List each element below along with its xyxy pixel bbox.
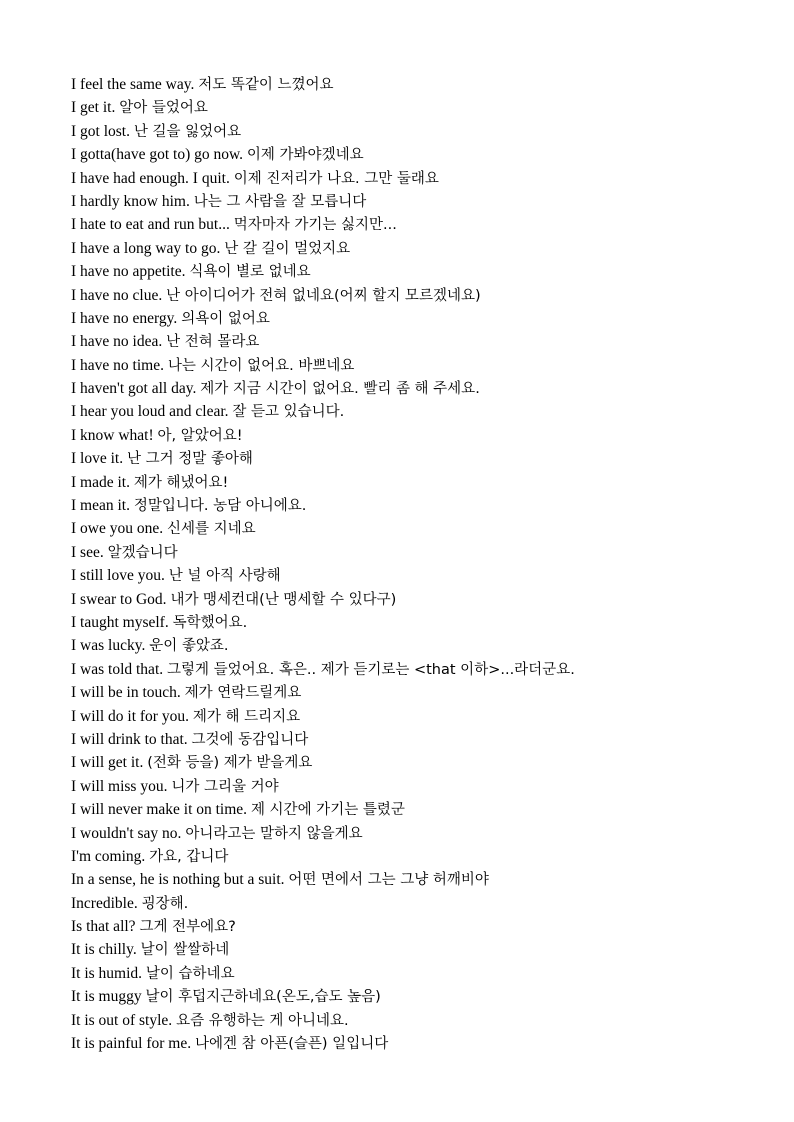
phrase-line <box>71 330 771 353</box>
korean-translation: 제 시간에 가기는 틀렸군 <box>250 802 405 819</box>
phrase-line <box>71 1032 771 1055</box>
korean-translation: 저도 똑같이 느꼈어요 <box>198 77 334 93</box>
korean-translation: 신세를 지네요 <box>167 521 256 538</box>
phrase-line <box>71 962 771 985</box>
phrase-line <box>71 938 771 961</box>
korean-translation: 난 그거 정말 좋아해 <box>126 451 253 468</box>
phrase-line <box>71 354 771 377</box>
english-phrase: I hardly know him. <box>71 192 190 210</box>
phrase-line <box>71 96 771 119</box>
korean-translation: 요즘 유행하는 게 아니네요. <box>176 1012 349 1029</box>
phrase-line <box>71 471 771 494</box>
phrase-line <box>71 658 771 681</box>
english-phrase: I will drink to that. <box>71 730 188 748</box>
phrase-line <box>71 237 771 260</box>
korean-translation: 난 갈 길이 멀었지요 <box>224 240 351 257</box>
english-phrase: I will do it for you. <box>71 707 189 725</box>
korean-translation: 나에겐 참 아픈(슬픈) 일입니다 <box>194 1036 389 1053</box>
korean-translation: 니가 그리울 거야 <box>171 778 279 795</box>
english-phrase: It is muggy <box>71 988 142 1006</box>
korean-translation: 의욕이 없어요 <box>181 310 270 327</box>
phrase-line <box>71 541 771 564</box>
english-phrase: I have no time. <box>71 356 164 374</box>
phrase-line <box>71 985 771 1008</box>
english-phrase: I was told that. <box>71 660 164 678</box>
english-phrase: I see. <box>71 543 104 561</box>
korean-translation: 날이 쌀쌀하네 <box>140 942 230 959</box>
phrase-line <box>71 634 771 657</box>
phrase-line <box>71 377 771 400</box>
korean-translation: 그렇게 들었어요. 혹은.. 제가 듣기로는 <that 이하>...라더군요. <box>167 661 575 678</box>
korean-translation: 난 아이디어가 전혀 없네요(어찌 할지 모르겠네요) <box>166 287 481 304</box>
phrase-line <box>71 588 771 611</box>
phrase-line <box>71 751 771 774</box>
korean-translation: 그게 전부에요? <box>139 919 236 936</box>
phrase-line <box>71 564 771 587</box>
english-phrase: I gotta(have got to) go now. <box>71 146 244 164</box>
english-phrase: I'm coming. <box>71 847 146 865</box>
phrase-line <box>71 213 771 236</box>
phrase-line <box>71 447 771 470</box>
phrase-line <box>71 260 771 283</box>
korean-translation: 난 전혀 몰라요 <box>166 334 260 351</box>
english-phrase: I have a long way to go. <box>71 239 221 257</box>
english-phrase: I still love you. <box>71 567 165 585</box>
phrase-line <box>71 284 771 307</box>
english-phrase: I have no clue. <box>71 286 163 304</box>
korean-translation: 이제 진저리가 나요. 그만 둘래요 <box>233 170 439 187</box>
phrase-line <box>71 845 771 868</box>
korean-translation: 가요, 갑니다 <box>149 848 229 865</box>
korean-translation: 어떤 면에서 그는 그냥 허깨비야 <box>288 872 489 889</box>
phrase-line <box>71 868 771 891</box>
english-phrase: I owe you one. <box>71 520 164 538</box>
phrase-line <box>71 73 771 96</box>
english-phrase: I have no energy. <box>71 309 178 327</box>
phrase-line <box>71 120 771 143</box>
korean-translation: 독학했어요. <box>172 614 248 631</box>
korean-translation: 아니라고는 말하지 않을게요 <box>185 825 363 842</box>
english-phrase: I got lost. <box>71 122 130 140</box>
korean-translation: 굉장해. <box>141 895 189 912</box>
phrase-line <box>71 190 771 213</box>
phrase-line <box>71 307 771 330</box>
english-phrase: I will never make it on time. <box>71 801 248 819</box>
korean-translation: 내가 맹세컨대(난 맹세할 수 있다구) <box>170 591 397 608</box>
english-phrase: I mean it. <box>71 497 130 515</box>
korean-translation: 식욕이 별로 없네요 <box>189 264 311 281</box>
english-phrase: I wouldn't say no. <box>71 824 182 842</box>
english-phrase: I hear you loud and clear. <box>71 403 229 421</box>
korean-translation: 이제 가봐야겠네요 <box>246 147 364 164</box>
korean-translation: 난 길을 잃었어요 <box>133 123 242 140</box>
phrase-line <box>71 822 771 845</box>
english-phrase: I was lucky. <box>71 637 146 655</box>
korean-translation: 아, 알았어요! <box>157 427 243 444</box>
english-phrase: I feel the same way. <box>71 76 195 93</box>
english-phrase: I will get it. <box>71 754 144 772</box>
phrase-line <box>71 517 771 540</box>
english-phrase: I made it. <box>71 473 130 491</box>
korean-translation: 제가 해냈어요! <box>133 474 229 491</box>
english-phrase: It is chilly. <box>71 941 137 959</box>
phrase-list <box>71 73 771 1055</box>
phrase-line <box>71 915 771 938</box>
korean-translation: 알겠습니다 <box>107 544 178 561</box>
english-phrase: I love it. <box>71 450 124 468</box>
english-phrase: It is humid. <box>71 964 143 982</box>
phrase-line <box>71 494 771 517</box>
korean-translation: 난 널 아직 사랑해 <box>168 568 281 585</box>
korean-translation: 잘 듣고 있습니다. <box>232 404 345 421</box>
korean-translation: 운이 좋았죠. <box>149 638 229 655</box>
english-phrase: I taught myself. <box>71 613 169 631</box>
korean-translation: 날이 습하네요 <box>145 965 235 982</box>
english-phrase: It is out of style. <box>71 1011 173 1029</box>
english-phrase: In a sense, he is nothing but a suit. <box>71 871 285 889</box>
phrase-line <box>71 424 771 447</box>
korean-translation: 그것에 동감입니다 <box>191 731 309 748</box>
phrase-line <box>71 400 771 423</box>
phrase-line <box>71 681 771 704</box>
phrase-line <box>71 775 771 798</box>
english-phrase: Incredible. <box>71 894 138 912</box>
korean-translation: 제가 연락드릴게요 <box>184 685 302 702</box>
english-phrase: I haven't got all day. <box>71 380 197 398</box>
english-phrase: I get it. <box>71 99 116 117</box>
english-phrase: I know what! <box>71 426 154 444</box>
phrase-line <box>71 167 771 190</box>
korean-translation: 제가 지금 시간이 없어요. 빨리 좀 해 주세요. <box>200 381 480 398</box>
english-phrase: I have no idea. <box>71 333 163 351</box>
english-phrase: I have no appetite. <box>71 263 186 281</box>
korean-translation: 제가 해 드리지요 <box>192 708 301 725</box>
phrase-line <box>71 1009 771 1032</box>
english-phrase: Is that all? <box>71 918 136 936</box>
english-phrase: I have had enough. I quit. <box>71 169 230 187</box>
english-phrase: I will be in touch. <box>71 684 181 702</box>
korean-translation: 정말입니다. 농담 아니에요. <box>133 498 307 515</box>
english-phrase: It is painful for me. <box>71 1035 192 1053</box>
phrase-line <box>71 705 771 728</box>
english-phrase: I swear to God. <box>71 590 167 608</box>
korean-translation: 나는 시간이 없어요. 바쁘네요 <box>167 357 355 374</box>
korean-translation: (전화 등을) 제가 받을게요 <box>147 755 313 772</box>
phrase-line <box>71 728 771 751</box>
english-phrase: I will miss you. <box>71 777 168 795</box>
english-phrase: I hate to eat and run but... <box>71 216 230 234</box>
korean-translation: 알아 들었어요 <box>119 100 208 117</box>
korean-translation: 날이 후덥지근하네요(온도,습도 높음) <box>145 989 381 1006</box>
korean-translation: 나는 그 사람을 잘 모릅니다 <box>193 193 367 210</box>
phrase-line <box>71 798 771 821</box>
phrase-line <box>71 143 771 166</box>
phrase-line <box>71 892 771 915</box>
phrase-line <box>71 611 771 634</box>
korean-translation: 먹자마자 가기는 싫지만... <box>233 217 397 234</box>
